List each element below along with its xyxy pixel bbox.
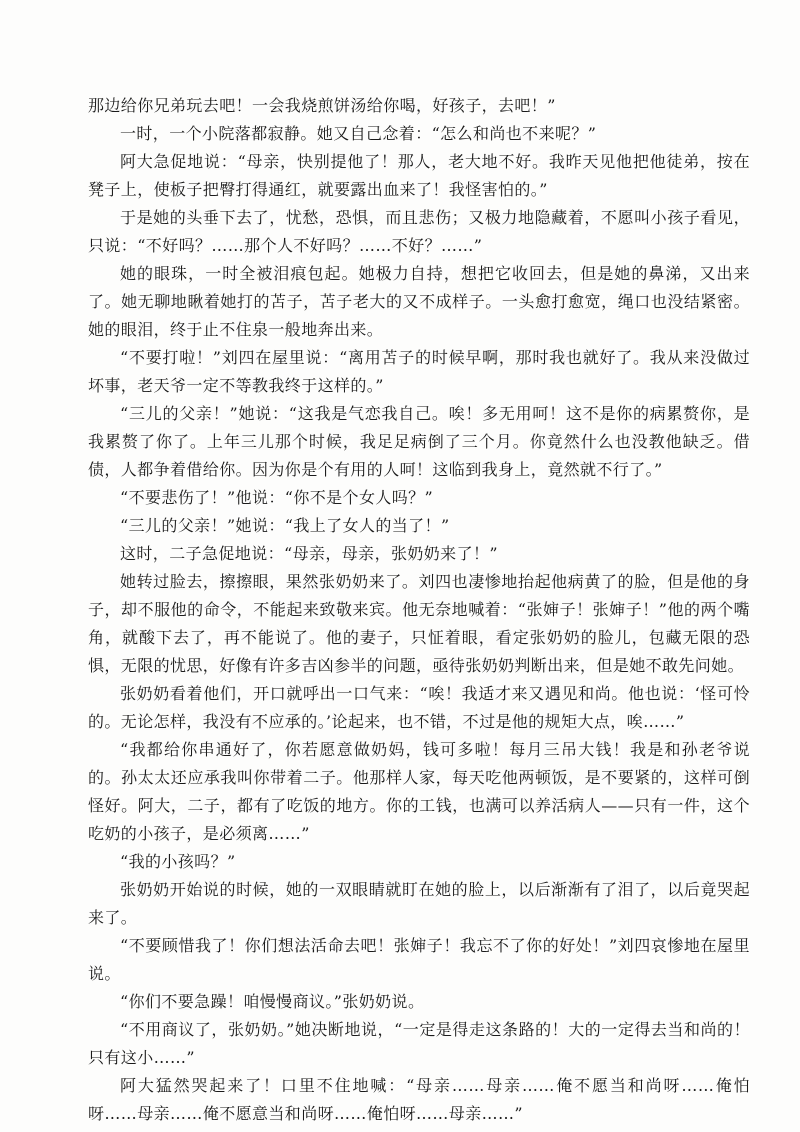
paragraph: “你们不要急躁！咱慢慢商议。”张奶奶说。 xyxy=(120,992,425,1011)
paragraph: “三儿的父亲！”她说：“这我是气恋我自己。唉！多无用呵！这不是你的病累赘你，是我累赘了你了。上年三儿那个时候，我足足病倒了三个月。你竟然什么也没教他缺乏。借债，人都争着借给你。因为你是个有用的人呵！这临到我身上，竟然就不行了。” xyxy=(88,404,750,479)
paragraph: 张奶奶看着他们，开口就呼出一口气来：“唉！我适才来又遇见和尚。他也说：‘怪可怜的。无论怎样，我没有不应承的。’论起来，也不错，不过是他的规矩大点，唉……” xyxy=(88,684,750,731)
paragraph: “三儿的父亲！”她说：“我上了女人的当了！” xyxy=(120,516,450,535)
paragraph: “不要悲伤了！”他说：“你不是个女人吗？” xyxy=(120,488,434,507)
text-body xyxy=(88,92,750,1128)
paragraph: 那边给你兄弟玩去吧！一会我烧煎饼汤给你喝，好孩子，去吧！” xyxy=(88,96,556,115)
paragraph: 阿大急促地说：“母亲，快别提他了！那人，老大地不好。我昨天见他把他徒弟，按在凳子上，使板子把臀打得通红，就要露出血来了！我怪害怕的。” xyxy=(88,152,750,199)
paragraph: “不要打啦！”刘四在屋里说：“离用苫子的时候早啊，那时我也就好了。我从来没做过坏事，老天爷一定不等教我终于这样的。” xyxy=(88,348,750,395)
paragraph: “不用商议了，张奶奶。”她决断地说，“一定是得走这条路的！大的一定得去当和尚的！只有这小……” xyxy=(88,1020,750,1067)
paragraph: 张奶奶开始说的时候，她的一双眼睛就盯在她的脸上，以后渐渐有了泪了，以后竟哭起来了。 xyxy=(88,880,750,927)
paragraph: 这时，二子急促地说：“母亲，母亲，张奶奶来了！” xyxy=(120,544,498,563)
paragraph: 一时，一个小院落都寂静。她又自己念着：“怎么和尚也不来呢？” xyxy=(120,124,597,143)
paragraph: “我都给你串通好了，你若愿意做奶妈，钱可多啦！每月三吊大钱！我是和孙老爷说的。孙太太还应承我叫你带着二子。他那样人家，每天吃他两顿饭，是不要紧的，这样可倒怪好。阿大，二子，都有了吃饭的地方。你的工钱，也满可以养活病人——只有一件，这个吃奶的小孩子，是必须离……” xyxy=(88,740,750,843)
paragraph: “不要顾惜我了！你们想法活命去吧！张婶子！我忘不了你的好处！”刘四哀惨地在屋里说。 xyxy=(88,936,750,983)
paragraph: 阿大猛然哭起来了！口里不住地喊：“母亲……母亲……俺不愿当和尚呀……俺怕呀……母亲……俺不愿意当和尚呀……俺怕呀……母亲……” xyxy=(88,1076,750,1123)
paragraph: 于是她的头垂下去了，忧愁，恐惧，而且悲伤；又极力地隐藏着，不愿叫小孩子看见，只说：“不好吗？……那个人不好吗？……不好？……” xyxy=(88,208,750,255)
paragraph: 她的眼珠，一时全被泪痕包起。她极力自持，想把它收回去，但是她的鼻涕，又出来了。她无聊地瞅着她打的苫子，苫子老大的又不成样子。一头愈打愈宽，绳口也没结紧密。她的眼泪，终于止不住泉一般地奔出来。 xyxy=(88,264,750,339)
paragraph: 她转过脸去，擦擦眼，果然张奶奶来了。刘四也凄惨地抬起他病黄了的脸，但是他的身子，却不服他的命令，不能起来致敬来宾。他无奈地喊着：“张婶子！张婶子！”他的两个嘴角，就酸下去了，再不能说了。他的妻子，只怔着眼，看定张奶奶的脸儿，包藏无限的恐惧，无限的忧思，好像有许多吉凶参半的问题，亟待张奶奶判断出来，但是她不敢先问她。 xyxy=(88,572,750,675)
paragraph: “我的小孩吗？” xyxy=(120,852,236,871)
